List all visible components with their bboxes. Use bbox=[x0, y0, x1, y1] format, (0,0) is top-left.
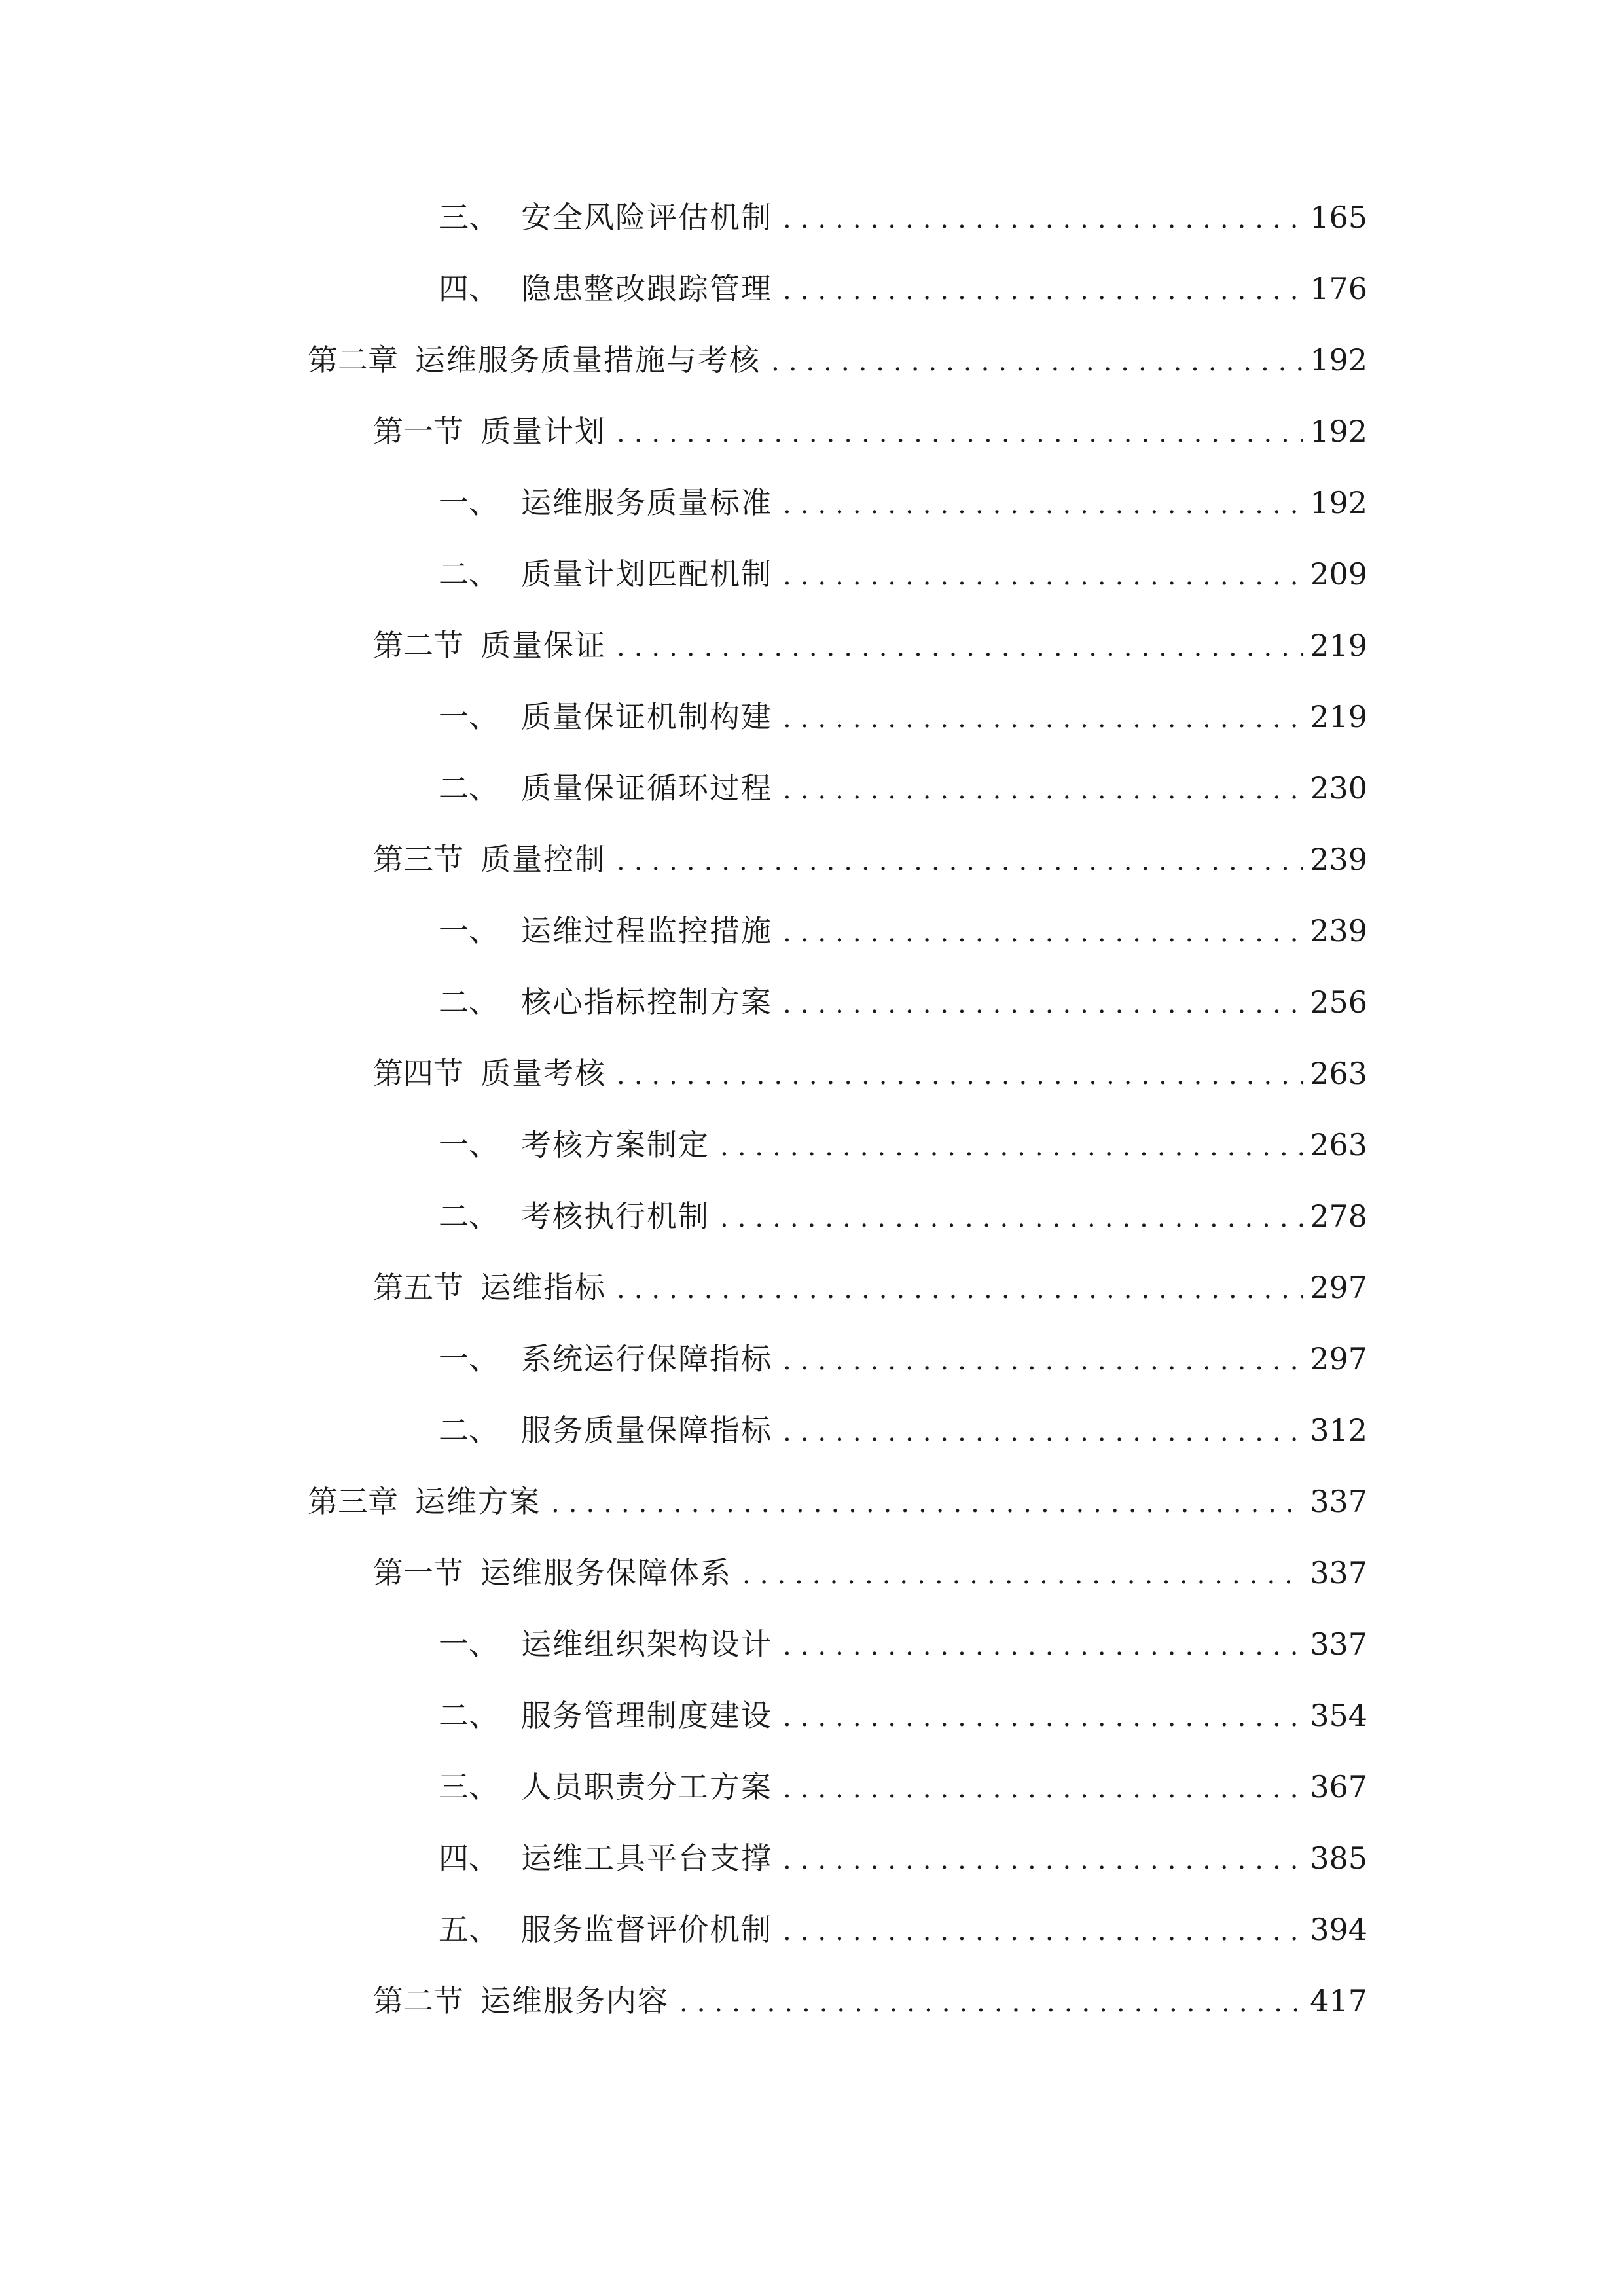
toc-entry-title: 质量考核 bbox=[480, 1056, 606, 1091]
dot-leader bbox=[742, 1555, 1303, 1594]
dot-leader bbox=[617, 1056, 1303, 1095]
toc-entry-page: 176 bbox=[1310, 271, 1367, 306]
toc-entry-title: 运维服务内容 bbox=[480, 1983, 669, 2018]
dot-leader bbox=[783, 1626, 1303, 1666]
toc-entry[interactable] bbox=[439, 1767, 1367, 1806]
toc-entry-number: 一、 bbox=[439, 1626, 499, 1662]
toc-entry-page: 367 bbox=[1310, 1769, 1367, 1804]
toc-entry-number: 一、 bbox=[439, 1341, 499, 1376]
dot-leader bbox=[720, 1127, 1303, 1166]
toc-entry-page: 312 bbox=[1310, 1412, 1367, 1448]
toc-entry-page: 209 bbox=[1310, 556, 1367, 592]
toc-entry-page: 385 bbox=[1310, 1840, 1367, 1876]
dot-leader bbox=[617, 842, 1303, 881]
toc-entry[interactable] bbox=[439, 1125, 1367, 1164]
toc-entry-title: 考核方案制定 bbox=[521, 1127, 710, 1162]
dot-leader bbox=[679, 1983, 1303, 2022]
toc-entry-title: 质量保证循环过程 bbox=[521, 770, 772, 806]
toc-entry-page: 219 bbox=[1310, 628, 1367, 663]
toc-entry-title: 系统运行保障指标 bbox=[521, 1341, 772, 1376]
toc-entry-number: 二、 bbox=[439, 556, 499, 592]
toc-entry-number: 三、 bbox=[439, 200, 499, 235]
dot-leader bbox=[783, 485, 1303, 524]
toc-entry-title: 服务监督评价机制 bbox=[521, 1912, 772, 1947]
toc-entry-title: 运维服务保障体系 bbox=[480, 1555, 732, 1590]
dot-leader bbox=[617, 628, 1303, 667]
dot-leader bbox=[720, 1198, 1303, 1238]
toc-entry-number: 二、 bbox=[439, 1412, 499, 1448]
toc-entry-title: 运维组织架构设计 bbox=[521, 1626, 772, 1662]
toc-entry[interactable] bbox=[439, 911, 1367, 950]
dot-leader bbox=[783, 271, 1303, 310]
toc-entry-section[interactable] bbox=[373, 1553, 1367, 1592]
toc-entry[interactable] bbox=[439, 269, 1367, 308]
toc-entry[interactable] bbox=[439, 554, 1367, 594]
toc-entry-number: 一、 bbox=[439, 1127, 499, 1162]
toc-entry-page: 354 bbox=[1310, 1698, 1367, 1733]
toc-entry-page: 192 bbox=[1310, 414, 1367, 449]
dot-leader bbox=[783, 200, 1303, 239]
toc-entry[interactable] bbox=[439, 1910, 1367, 1949]
toc-entry-page: 417 bbox=[1310, 1983, 1367, 2018]
toc-entry-title: 运维服务质量标准 bbox=[521, 485, 772, 520]
toc-entry-chapter[interactable] bbox=[308, 1482, 1367, 1521]
toc-entry-section[interactable] bbox=[373, 412, 1367, 451]
dot-leader bbox=[783, 1341, 1303, 1380]
toc-entry-number: 一、 bbox=[439, 913, 499, 948]
toc-entry-title: 运维指标 bbox=[480, 1270, 606, 1305]
toc-entry-number: 三、 bbox=[439, 1769, 499, 1804]
dot-leader bbox=[617, 414, 1303, 453]
dot-leader bbox=[771, 342, 1303, 382]
toc-entry-title: 运维方案 bbox=[415, 1484, 541, 1519]
toc-entry-page: 192 bbox=[1310, 485, 1367, 520]
toc-entry[interactable] bbox=[439, 1839, 1367, 1878]
toc-entry-page: 278 bbox=[1310, 1198, 1367, 1234]
toc-entry-section[interactable] bbox=[373, 1981, 1367, 2020]
toc-entry-title: 质量计划 bbox=[480, 414, 606, 449]
toc-entry-number: 二、 bbox=[439, 984, 499, 1020]
toc-entry-number: 一、 bbox=[439, 485, 499, 520]
dot-leader bbox=[783, 770, 1303, 810]
toc-entry-page: 263 bbox=[1310, 1056, 1367, 1091]
toc-entry-page: 239 bbox=[1310, 913, 1367, 948]
toc-entry-section[interactable] bbox=[373, 626, 1367, 665]
toc-entry-number: 二、 bbox=[439, 1698, 499, 1733]
toc-entry-title: 运维服务质量措施与考核 bbox=[415, 342, 761, 378]
toc-entry-title: 质量保证机制构建 bbox=[521, 699, 772, 734]
dot-leader bbox=[783, 984, 1303, 1024]
toc-entry-number: 第二章 bbox=[308, 342, 398, 378]
toc-entry-page: 219 bbox=[1310, 699, 1367, 734]
toc-entry-number: 第二节 bbox=[373, 628, 463, 663]
toc-entry[interactable] bbox=[439, 1696, 1367, 1735]
toc-entry-page: 337 bbox=[1310, 1626, 1367, 1662]
toc-entry-title: 人员职责分工方案 bbox=[521, 1769, 772, 1804]
toc-entry[interactable] bbox=[439, 982, 1367, 1022]
toc-entry-title: 服务质量保障指标 bbox=[521, 1412, 772, 1448]
toc-entry-title: 质量计划匹配机制 bbox=[521, 556, 772, 592]
toc-entry-page: 256 bbox=[1310, 984, 1367, 1020]
toc-entry-page: 263 bbox=[1310, 1127, 1367, 1162]
toc-entry-title: 运维工具平台支撑 bbox=[521, 1840, 772, 1876]
toc-entry-number: 五、 bbox=[439, 1912, 499, 1947]
toc-entry-number: 第二节 bbox=[373, 1983, 463, 2018]
toc-entry-title: 核心指标控制方案 bbox=[521, 984, 772, 1020]
dot-leader bbox=[617, 1270, 1303, 1309]
toc-entry[interactable] bbox=[439, 1410, 1367, 1450]
toc-entry[interactable] bbox=[439, 697, 1367, 736]
toc-entry-section[interactable] bbox=[373, 840, 1367, 879]
toc-entry-number: 四、 bbox=[439, 271, 499, 306]
toc-entry-chapter[interactable] bbox=[308, 340, 1367, 380]
toc-entry-page: 337 bbox=[1310, 1484, 1367, 1519]
dot-leader bbox=[783, 556, 1303, 596]
toc-entry-number: 第三章 bbox=[308, 1484, 398, 1519]
dot-leader bbox=[783, 1769, 1303, 1808]
toc-entry-section[interactable] bbox=[373, 1268, 1367, 1307]
toc-entry-number: 第三节 bbox=[373, 842, 463, 877]
dot-leader bbox=[783, 1840, 1303, 1880]
dot-leader bbox=[783, 699, 1303, 738]
toc-entry-number: 第五节 bbox=[373, 1270, 463, 1305]
toc-entry-number: 一、 bbox=[439, 699, 499, 734]
toc-entry[interactable] bbox=[439, 1624, 1367, 1664]
toc-entry[interactable] bbox=[439, 483, 1367, 522]
dot-leader bbox=[783, 1698, 1303, 1737]
toc-entry-page: 297 bbox=[1310, 1341, 1367, 1376]
toc-entry-page: 239 bbox=[1310, 842, 1367, 877]
dot-leader bbox=[783, 1912, 1303, 1951]
toc-entry-page: 165 bbox=[1310, 200, 1367, 235]
toc-entry-page: 297 bbox=[1310, 1270, 1367, 1305]
toc-entry-section[interactable] bbox=[373, 1054, 1367, 1093]
toc-entry-title: 隐患整改跟踪管理 bbox=[521, 271, 772, 306]
toc-entry-page: 230 bbox=[1310, 770, 1367, 806]
toc-entry-page: 192 bbox=[1310, 342, 1367, 378]
toc-entry-number: 第一节 bbox=[373, 1555, 463, 1590]
toc-entry[interactable] bbox=[439, 1196, 1367, 1236]
toc-entry-page: 337 bbox=[1310, 1555, 1367, 1590]
toc-entry[interactable] bbox=[439, 768, 1367, 808]
toc-entry[interactable] bbox=[439, 1339, 1367, 1378]
toc-entry-number: 二、 bbox=[439, 1198, 499, 1234]
toc-entry[interactable] bbox=[439, 198, 1367, 237]
toc-entry-number: 第四节 bbox=[373, 1056, 463, 1091]
toc-entry-title: 质量控制 bbox=[480, 842, 606, 877]
toc-entry-title: 安全风险评估机制 bbox=[521, 200, 772, 235]
dot-leader bbox=[551, 1484, 1303, 1523]
toc-entry-number: 二、 bbox=[439, 770, 499, 806]
toc-entry-number: 第一节 bbox=[373, 414, 463, 449]
toc-entry-title: 考核执行机制 bbox=[521, 1198, 710, 1234]
dot-leader bbox=[783, 1412, 1303, 1452]
dot-leader bbox=[783, 913, 1303, 952]
toc-entry-title: 运维过程监控措施 bbox=[521, 913, 772, 948]
toc-entry-title: 质量保证 bbox=[480, 628, 606, 663]
toc-entry-number: 四、 bbox=[439, 1840, 499, 1876]
toc-entry-page: 394 bbox=[1310, 1912, 1367, 1947]
toc-entry-title: 服务管理制度建设 bbox=[521, 1698, 772, 1733]
